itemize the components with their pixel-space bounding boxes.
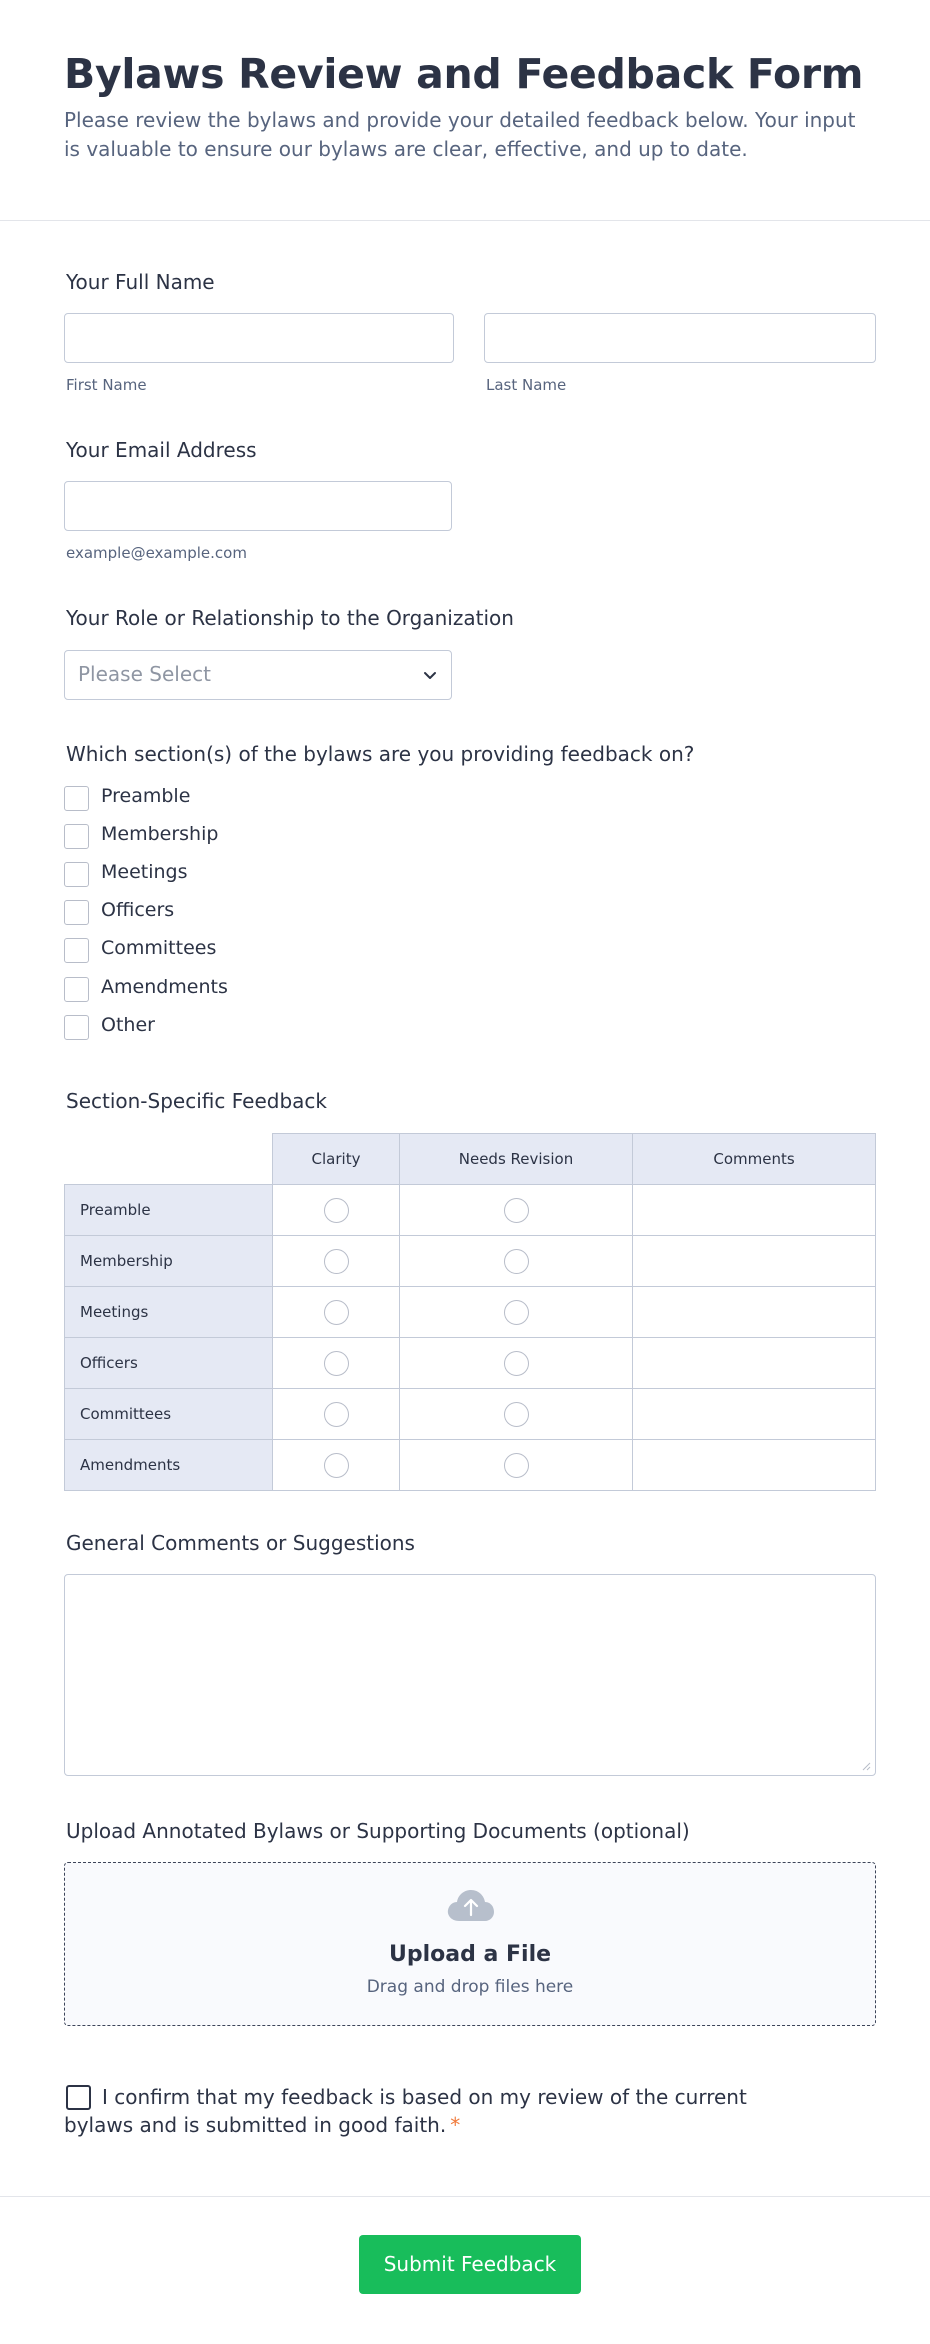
checkbox-label: Meetings xyxy=(101,861,188,883)
last-name-sublabel: Last Name xyxy=(486,376,567,394)
checkbox-label: Preamble xyxy=(101,785,191,807)
comments-cell[interactable] xyxy=(633,1338,876,1389)
full-name-label: Your Full Name xyxy=(66,270,215,294)
matrix-row-header: Officers xyxy=(65,1338,273,1389)
checkbox[interactable] xyxy=(64,786,89,811)
matrix-row-header: Amendments xyxy=(65,1440,273,1491)
matrix-column-header: Needs Revision xyxy=(400,1134,633,1185)
clarity-radio[interactable] xyxy=(324,1249,349,1274)
comments-cell[interactable] xyxy=(633,1287,876,1338)
first-name-sublabel: First Name xyxy=(66,376,147,394)
matrix-corner xyxy=(65,1134,273,1185)
first-name-input[interactable] xyxy=(64,313,454,363)
comments-cell[interactable] xyxy=(633,1389,876,1440)
email-label: Your Email Address xyxy=(66,438,257,462)
clarity-radio[interactable] xyxy=(324,1351,349,1376)
checkbox-label: Other xyxy=(101,1014,155,1036)
clarity-radio[interactable] xyxy=(324,1402,349,1427)
matrix-row-header: Meetings xyxy=(65,1287,273,1338)
comments-cell[interactable] xyxy=(633,1440,876,1491)
clarity-radio[interactable] xyxy=(324,1198,349,1223)
chevron-down-icon xyxy=(421,666,439,684)
resize-grip-icon[interactable] xyxy=(861,1761,871,1771)
role-select[interactable] xyxy=(64,650,452,700)
checkbox-label: Officers xyxy=(101,899,175,921)
matrix-row-header: Committees xyxy=(65,1389,273,1440)
checkbox[interactable] xyxy=(64,938,89,963)
checkbox[interactable] xyxy=(64,1015,89,1040)
matrix-label: Section-Specific Feedback xyxy=(66,1089,327,1113)
matrix-column-header: Comments xyxy=(633,1134,876,1185)
checkbox[interactable] xyxy=(64,977,89,1002)
role-select-value: Please Select xyxy=(78,662,211,686)
last-name-input[interactable] xyxy=(484,313,876,363)
checkbox-label: Amendments xyxy=(101,976,228,998)
needs-revision-radio[interactable] xyxy=(504,1249,529,1274)
cloud-upload-icon xyxy=(446,1887,496,1923)
comments-cell[interactable] xyxy=(633,1236,876,1287)
role-label: Your Role or Relationship to the Organization xyxy=(66,606,514,630)
needs-revision-radio[interactable] xyxy=(504,1300,529,1325)
clarity-radio[interactable] xyxy=(324,1453,349,1478)
needs-revision-radio[interactable] xyxy=(504,1351,529,1376)
checkbox[interactable] xyxy=(64,824,89,849)
checkbox-label: Membership xyxy=(101,823,219,845)
matrix-row xyxy=(65,1389,876,1440)
email-input[interactable] xyxy=(64,481,452,531)
needs-revision-radio[interactable] xyxy=(504,1198,529,1223)
sections-label: Which section(s) of the bylaws are you providing feedback on? xyxy=(66,742,695,766)
matrix-row-header: Membership xyxy=(65,1236,273,1287)
upload-subtitle: Drag and drop files here xyxy=(366,1977,574,1997)
consent-label xyxy=(64,2083,804,2139)
checkbox[interactable] xyxy=(64,900,89,925)
matrix-row xyxy=(65,1338,876,1389)
consent-text: I confirm that my feedback is based on my review of the current bylaws and is submitted in good faith. xyxy=(64,2085,747,2137)
footer-divider xyxy=(0,2196,930,2197)
matrix-row xyxy=(65,1440,876,1491)
upload-label: Upload Annotated Bylaws or Supporting Documents (optional) xyxy=(66,1819,690,1843)
form-header xyxy=(0,0,930,221)
checkbox[interactable] xyxy=(64,862,89,887)
matrix-column-header: Clarity xyxy=(273,1134,400,1185)
matrix-row xyxy=(65,1236,876,1287)
needs-revision-radio[interactable] xyxy=(504,1453,529,1478)
needs-revision-radio[interactable] xyxy=(504,1402,529,1427)
matrix-row xyxy=(65,1185,876,1236)
form-title: Bylaws Review and Feedback Form xyxy=(64,50,864,98)
required-mark: * xyxy=(450,2113,461,2137)
feedback-matrix xyxy=(64,1133,876,1491)
comments-textarea[interactable] xyxy=(64,1574,876,1776)
clarity-radio[interactable] xyxy=(324,1300,349,1325)
file-upload-dropzone[interactable] xyxy=(64,1862,876,2026)
submit-button[interactable]: Submit Feedback xyxy=(359,2235,581,2294)
comments-label: General Comments or Suggestions xyxy=(66,1531,415,1555)
form-description: Please review the bylaws and provide your detailed feedback below. Your input is valuable to ensure our bylaws are clear, effective, and up to date. xyxy=(64,108,856,161)
checkbox-label: Committees xyxy=(101,937,217,959)
matrix-row-header: Preamble xyxy=(65,1185,273,1236)
upload-title: Upload a File xyxy=(388,1942,552,1967)
comments-cell[interactable] xyxy=(633,1185,876,1236)
email-sublabel: example@example.com xyxy=(66,544,247,562)
matrix-row xyxy=(65,1287,876,1338)
